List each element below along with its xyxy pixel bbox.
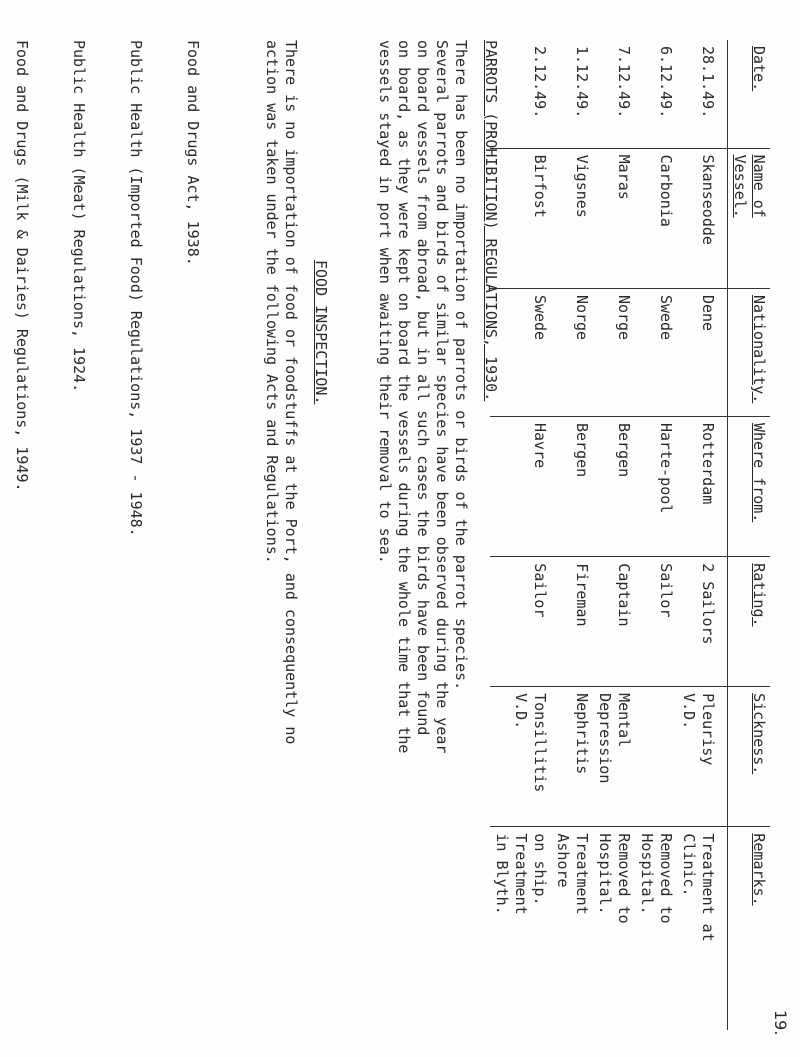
cell-vessel: Skanseodde: [677, 148, 728, 288]
parrots-heading: PARROTS (PROHIBITION) REGULATIONS, 1930.: [482, 40, 500, 402]
cell-rating: Sailor: [635, 557, 677, 687]
food-paragraph: There is no importation of food or foodstuffs at the Port, and consequently no action was taken under the following Acts and Regulations.: [263, 40, 300, 754]
cell-rating: Captain: [593, 557, 635, 687]
cell-sickness: Pleurisy V.D.: [677, 687, 728, 827]
table-row: [677, 40, 728, 1030]
cell-date: 6.12.49.: [657, 46, 675, 119]
cell-nationality: Swede: [490, 288, 551, 416]
table-row: [593, 40, 635, 1030]
cell-remarks: Treatment at Clinic.: [677, 827, 728, 1030]
cell-rating: 2 Sailors: [677, 557, 728, 687]
header-vessel: Name of Vessel.: [728, 148, 771, 288]
cell-where-from: Havre: [490, 416, 551, 556]
table-body: [490, 40, 728, 1030]
cell-date: 7.12.49.: [615, 46, 633, 119]
cell-vessel: Vigsnes: [551, 148, 593, 288]
act-item: Food and Drugs (Milk & Dairies) Regulations, 1949.: [13, 40, 31, 492]
cell-sickness: Nephritis: [551, 687, 593, 827]
table-header-row: [728, 40, 771, 1030]
cell-where-from: Rotterdam: [677, 416, 728, 556]
header-where-from: Where from.: [728, 416, 771, 556]
cell-sickness: Tonsillitis V.D.: [490, 687, 551, 827]
header-date: Date.: [728, 40, 771, 148]
cell-remarks: on ship. Treatment in Blyth.: [490, 827, 551, 1030]
cell-remarks: Removed to Hospital.: [593, 827, 635, 1030]
food-inspection-heading: FOOD INSPECTION.: [312, 260, 330, 405]
cell-rating: Sailor: [490, 557, 551, 687]
act-item: Food and Drugs Act, 1938.: [184, 40, 202, 266]
table-row: [551, 40, 593, 1030]
header-remarks: Remarks.: [728, 827, 771, 1030]
act-item: Public Health (Imported Food) Regulations, 1937 - 1948.: [127, 40, 145, 537]
cell-where-from: Harte-pool: [635, 416, 677, 556]
cell-nationality: Swede: [635, 288, 677, 416]
cell-where-from: Bergen: [551, 416, 593, 556]
cell-nationality: Dene: [677, 288, 728, 416]
cell-remarks: Removed to Hospital.: [635, 827, 677, 1030]
cell-date: 2.12.49.: [531, 46, 549, 119]
cell-where-from: Bergen: [593, 416, 635, 556]
table-row: [635, 40, 677, 1030]
cell-date: 1.12.49.: [573, 46, 591, 119]
header-rating: Rating.: [728, 557, 771, 687]
sick-crew-table: [490, 40, 770, 1030]
parrots-paragraph: There has been no importation of parrots or birds of the parrot species. Several parrots and birds of similar species have been observed during the year on board vessels from abroad, but in all such cases the birds have been found on board, as they were kept on board the vessels during the whole time that the vessels stayed in port when awaiting their removal to sea.: [376, 40, 470, 763]
cell-date: 28.1.49.: [699, 46, 717, 119]
acts-list: [0, 40, 240, 537]
act-item: Public Health (Meat) Regulations, 1924.: [70, 40, 88, 393]
header-sickness: Sickness.: [728, 687, 771, 827]
cell-vessel: Carbonia: [635, 148, 677, 288]
header-nationality: Nationality.: [728, 288, 771, 416]
cell-rating: Fireman: [551, 557, 593, 687]
cell-vessel: Birfost: [490, 148, 551, 288]
page-number: 19.: [771, 1010, 790, 1036]
cell-vessel: Maras: [593, 148, 635, 288]
cell-remarks: Treatment Ashore: [551, 827, 593, 1030]
cell-sickness: Mental Depression: [593, 687, 635, 827]
cell-sickness: [635, 687, 677, 827]
cell-nationality: Norge: [593, 288, 635, 416]
cell-nationality: Norge: [551, 288, 593, 416]
